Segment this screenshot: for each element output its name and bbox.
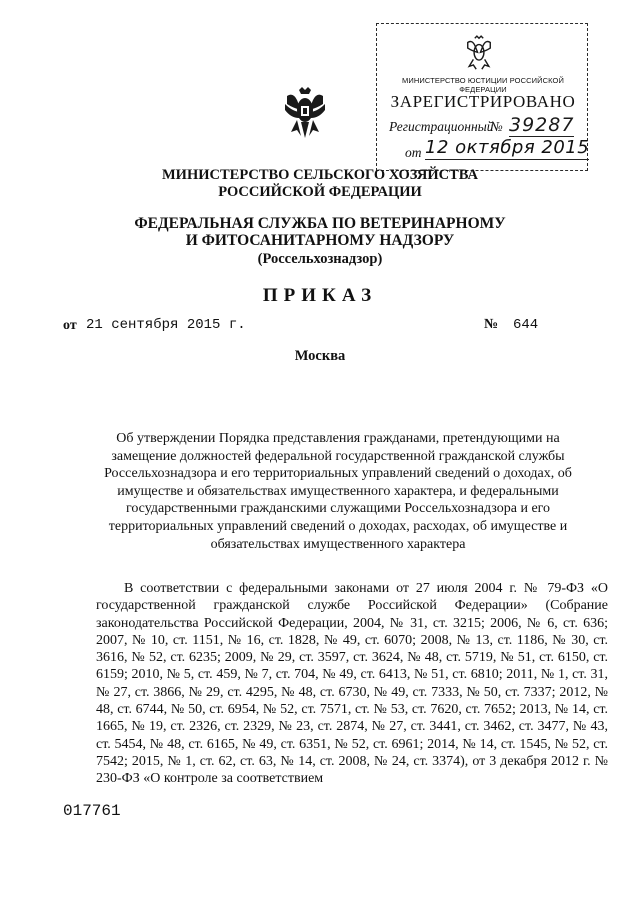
stamp-regno-label: Регистрационный bbox=[389, 119, 494, 134]
ministry-name-line1: МИНИСТЕРСТВО СЕЛЬСКОГО ХОЗЯЙСТВА bbox=[162, 167, 478, 183]
body-paragraph-container bbox=[96, 580, 608, 788]
stamp-regno-prefix: № bbox=[490, 119, 503, 134]
body-paragraph: В соответствии с федеральными законами от 27 июля 2004 г. № 79-ФЗ «О государственной гражданской службе Российской Федерации» (Собрание законодательства Российской Федерации, 2004, № 31, ст. 3215; 2006, № 6, ст. 636; 2007, № 10, ст. 1151, № 16, ст. 1828, № 49, ст. 6070; 2008, № 13, ст. 1186, № 30, ст. 3616, № 52, ст. 6235; 2009, № 29, ст. 3597, ст. 3624, № 48, ст. 5719, № 51, ст. 6150, ст. 6159; 2010, № 5, ст. 459, № 7, ст. 704, № 49, ст. 6413, № 51, ст. 6810; 2011, № 1, ст. 31, № 27, ст. 3866, № 29, ст. 4295, № 48, ст. 6730, № 49, ст. 7333, № 50, ст. 7337; 2012, № 48, ст. 6744, № 50, ст. 6954, № 52, ст. 7571, ст. № 53, ст. 7620, ст. 7652; 2013, № 14, ст. 1665, № 19, ст. 2326, ст. 2329, № 23, ст. 2874, № 27, ст. 3441, ст. 3462, ст. 3477, № 43, ст. 5454, № 48, ст. 6165, № 49, ст. 6351, № 52, ст. 6961; 2014, № 14, ст. 1545, № 52, ст. 7542; 2015, № 1, ст. 62, ст. 63, № 14, ст. 2008, № 24, ст. 3374), от 3 декабря 2012 г. № 230-ФЗ «О контроле за соответствием bbox=[96, 581, 608, 787]
order-title: ПРИКАЗ bbox=[262, 285, 378, 306]
footer-serial-code: 017761 bbox=[63, 802, 121, 820]
stamp-emblem-icon bbox=[463, 34, 495, 72]
stamp-date-label: от bbox=[405, 145, 422, 160]
emblem-icon bbox=[283, 86, 327, 140]
order-date: 21 сентября 2015 г. bbox=[86, 317, 246, 333]
order-date-label: от bbox=[63, 318, 77, 333]
stamp-regno-value: 39287 bbox=[509, 114, 575, 136]
service-name-line2: И ФИТОСАНИТАРНОМУ НАДЗОРУ bbox=[185, 232, 455, 249]
order-number: 644 bbox=[513, 317, 539, 333]
city: Москва bbox=[294, 348, 346, 364]
ministry-name-line2: РОССИЙСКОЙ ФЕДЕРАЦИИ bbox=[218, 184, 422, 200]
service-short-name: (Россельхознадзор) bbox=[257, 251, 383, 267]
stamp-ministry-label: МИНИСТЕРСТВО ЮСТИЦИИ РОССИЙСКОЙ ФЕДЕРАЦИИ bbox=[402, 76, 564, 94]
order-subject: Об утверждении Порядка представления гражданами, претендующими на замещение должностей федеральной государственной гражданской службы Россельхознадзора и его территориальных управлений сведений о доходах, об имуществе и обязательствах имущественного характера, и федеральными государственными гражданскими служащими Россельхознадзора и его территориальных управлений сведений о доходах, расходах, об имуществе и обязательствах имущественного характера bbox=[104, 431, 572, 552]
order-number-label: № bbox=[484, 317, 499, 332]
stamp-registered-label: ЗАРЕГИСТРИРОВАНО bbox=[390, 92, 576, 111]
service-name-line1: ФЕДЕРАЛЬНАЯ СЛУЖБА ПО ВЕТЕРИНАРНОМУ bbox=[134, 215, 506, 232]
stamp-date-value: 12 октября 2015 bbox=[425, 137, 590, 158]
